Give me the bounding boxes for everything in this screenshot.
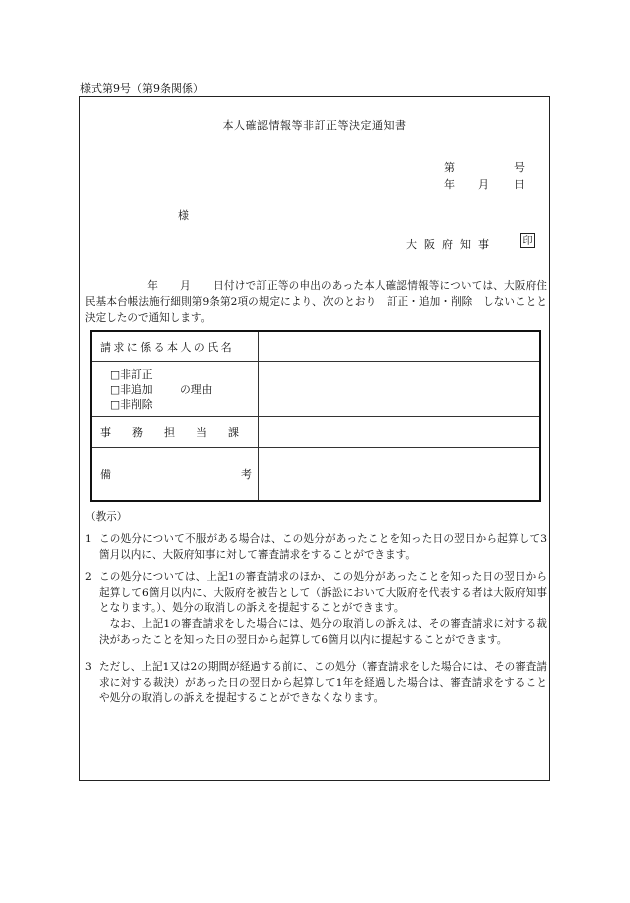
reason-option-delete: □非削除: [110, 398, 153, 411]
instruction-text: この処分については、上記1の審査請求のほか、この処分があったことを知った日の翌日から起算して6箇月以内に、大阪府を被告として（訴訟において大阪府を代表する者は大阪府知事となります。）、処分の取消しの訴えを提起することができます。: [99, 571, 547, 614]
form-number: 様式第9号（第9条関係）: [80, 82, 204, 95]
reason-option-correct: □非訂正: [110, 368, 153, 381]
instruction-number: 3: [85, 661, 92, 673]
seal-mark: 印: [520, 233, 535, 248]
instruction-1: [85, 532, 547, 563]
notice-body: [85, 278, 547, 326]
reason-value[interactable]: [259, 361, 539, 416]
name-label: 請求に係る本人の氏名: [100, 341, 234, 354]
instruction-3: [85, 660, 547, 707]
body-year: 年: [147, 280, 158, 292]
office-label: 事務担当課: [100, 426, 260, 439]
document-title: 本人確認情報等非訂正等決定通知書: [222, 119, 407, 132]
body-text: 日付けで訂正等の申出のあった本人確認情報等については、大阪府住民基本台帳法施行細則第9条第2項の規定により、次のとおり 訂正・追加・削除 しないことと決定したので通知します。: [85, 280, 548, 324]
name-value[interactable]: [259, 332, 539, 361]
instruction-text: なお、上記1の審査請求をした場合には、処分の取消しの訴えは、その審査請求に対する裁決があったことを知った日の翌日から起算して6箇月以内に提起することができます。: [99, 618, 547, 646]
office-value[interactable]: [259, 416, 539, 447]
row-name: [92, 332, 539, 362]
instruction-2-addendum: [85, 617, 547, 648]
issuer: 大阪府知事: [406, 238, 496, 251]
instruction-number: 2: [85, 571, 92, 583]
reason-option-add: □非追加: [110, 383, 153, 396]
remarks-label-2: 考: [241, 468, 252, 481]
instruction-text: この処分について不服がある場合は、この処分があったことを知った日の翌日から起算して3箇月以内に、大阪府知事に対して審査請求をすることができます。: [99, 533, 547, 561]
date-year: 年: [444, 178, 455, 191]
number-suffix: 号: [514, 161, 525, 174]
date-day: 日: [514, 178, 525, 191]
row-office: [92, 416, 539, 448]
body-month: 月: [179, 280, 191, 292]
document-frame: [79, 96, 550, 781]
date-month: 月: [478, 178, 489, 191]
addressee-suffix: 様: [178, 209, 189, 222]
instruction-2: [85, 570, 547, 617]
row-remarks: [92, 447, 539, 500]
reason-options: [110, 367, 153, 412]
remarks-label-1: 備: [100, 468, 111, 481]
instructions-heading: （教示）: [85, 511, 128, 523]
details-table: [90, 330, 541, 502]
row-reason: [92, 361, 539, 417]
instruction-text: ただし、上記1又は2の期間が経過する前に、この処分（審査請求をした場合には、その審査請求に対する裁決）があった日の翌日から起算して1年を経過した場合は、審査請求をすることや処分の取消しの訴えを提起することができなくなります。: [99, 661, 547, 704]
instruction-number: 1: [85, 533, 92, 545]
reason-label: の理由: [180, 383, 213, 396]
number-prefix: 第: [444, 161, 455, 174]
remarks-value[interactable]: [259, 447, 539, 500]
